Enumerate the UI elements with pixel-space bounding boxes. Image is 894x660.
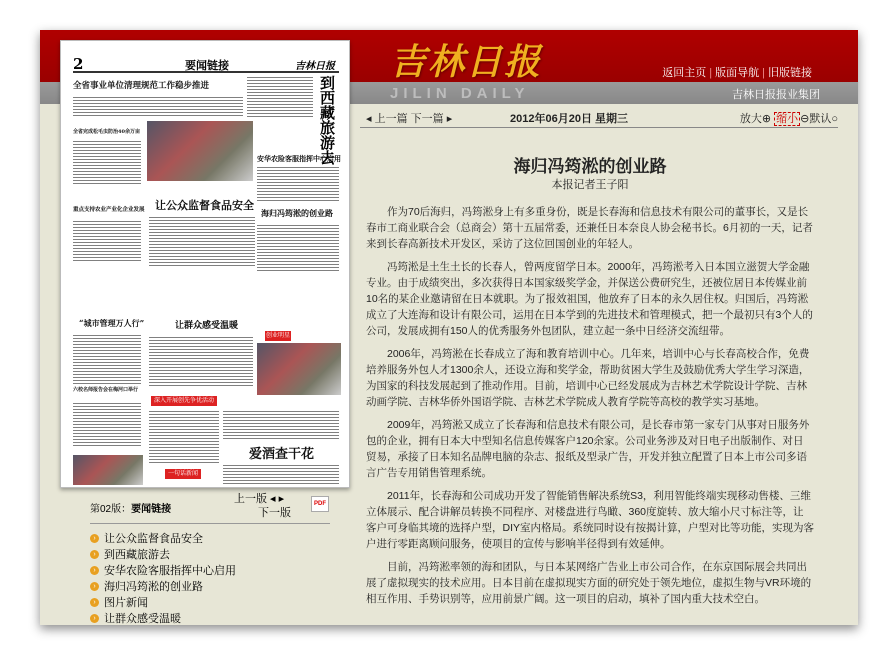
zoom-out-button[interactable] bbox=[774, 112, 809, 126]
english-title: JILIN DAILY bbox=[390, 85, 530, 102]
edition-label bbox=[90, 500, 171, 515]
old-version-link[interactable]: 旧版链接 bbox=[768, 67, 812, 79]
news-photo bbox=[147, 121, 253, 181]
paper-headline[interactable]: 到西藏旅游去 bbox=[318, 75, 336, 165]
paper-headline[interactable]: 全省完成松毛虫防治40余万亩 bbox=[73, 129, 140, 135]
list-item-label: 到西藏旅游去 bbox=[104, 549, 170, 561]
arrow-bullet-icon: › bbox=[90, 550, 99, 559]
text-block bbox=[73, 97, 243, 117]
text-block bbox=[257, 167, 339, 201]
news-photo bbox=[73, 455, 143, 485]
article-paragraph: 冯筠淞是土生土长的长春人，曾两度留学日本。2000年，冯筠淞考入日本国立滋贺大学金融专业。由于成绩突出，多次获得日本国家级奖学金，并保送公费研究生，还被位居日本传媒业前10名的某企业邀请留在日本就职。为了报效祖国，他放弃了日本的永久居住权。归国后，冯筠淞成立了大连海和设计有限公司，运用在日本学到的先进技术和管理模式，把一个最初只有3个人的公司，发展成拥有150人的优秀服务外包团队，建立起一条中日经济交流纽带。 bbox=[366, 261, 813, 337]
list-item[interactable] bbox=[90, 546, 330, 562]
red-banner: 深入开展创先争优活动 bbox=[151, 396, 217, 406]
arrow-bullet-icon: › bbox=[90, 566, 99, 575]
zoom-in-label: 放大 bbox=[739, 113, 762, 125]
paper-logo: 吉林日报 bbox=[295, 61, 335, 72]
article-paragraph: 作为70后海归，冯筠淞身上有多重身份，既是长春海和信息技术有限公司的董事长，又是长春市工商业联合会（总商会）第十五届常委，还兼任日本奈良人协会秘书长。6月初的一天，记者来到长春高新技术开发区，采访了这位回国创业的年轻人。 bbox=[366, 206, 813, 250]
paper-masthead bbox=[73, 55, 339, 73]
news-photo bbox=[257, 343, 341, 395]
next-article-link[interactable]: 下一篇 ▸ bbox=[410, 113, 453, 125]
text-block bbox=[73, 335, 141, 385]
zoom-out-label: 缩小 bbox=[776, 113, 799, 125]
group-name: 吉林日报报业集团 bbox=[732, 89, 820, 101]
plus-circle-icon: ⊕ bbox=[761, 113, 772, 125]
prev-page-link[interactable]: 上一版 ◂ ▸ bbox=[234, 493, 285, 505]
newspaper-page-thumbnail[interactable] bbox=[60, 40, 350, 488]
paper-headline[interactable]: 让群众感受温暖 bbox=[175, 321, 239, 331]
article-paragraph: 2011年，长春海和公司成功开发了智能销售解决系统S3，利用智能终端实现移动售楼、三维立体展示、配合讲解员转换不同程序、对楼盘进行鸟瞰、360度旋转、放大缩小尺寸标注等，让客户可身临其境的选择户型，DIY室内格局。系统同时设有按揭计算，户型对比等功能，实现为客户进行零距离顾问服务，使项目的宣传与影响半径得到有效延伸。 bbox=[366, 490, 815, 550]
list-item-label: 让公众监督食品安全 bbox=[104, 533, 203, 545]
red-banner: 一句话新闻 bbox=[165, 469, 201, 479]
arrow-bullet-icon: › bbox=[90, 582, 99, 591]
list-item-label: 安华农险客服指挥中心启用 bbox=[104, 565, 236, 577]
next-label: 下一篇 bbox=[410, 113, 444, 125]
paper-headline[interactable]: 安华农险客服指挥中心启用 bbox=[257, 154, 341, 163]
prev-label: 上一篇 bbox=[374, 113, 408, 125]
article-byline: 本报记者王子阳 bbox=[551, 179, 629, 191]
paper-section: 要闻链接 bbox=[185, 60, 229, 72]
text-block bbox=[223, 411, 339, 441]
red-banner: 创业明星 bbox=[265, 333, 290, 339]
page-nav bbox=[234, 492, 291, 520]
paper-headline[interactable]: 全省事业单位清理规范工作稳步推进 bbox=[73, 81, 210, 91]
top-links: 返回主页 | 版面导航 | 旧版链接 bbox=[662, 67, 812, 79]
text-block bbox=[149, 337, 253, 387]
text-block bbox=[257, 225, 339, 271]
article-paragraph: 2006年，冯筠淞在长春成立了海和教育培训中心。几年来，培训中心与长春高校合作，免费培养服务外包人才1300余人，还设立海和奖学金，帮助贫困大学生及鼓励优秀大学生学习深造，为国家的科技发展起到了推动作用。目前，培训中心已经发展成为吉林艺术学院设计学院、吉林动画学院、吉林华侨外国语学院、吉林艺术学院成人教育学院等高校的教学实习基地。 bbox=[366, 348, 810, 408]
article-title: 海归冯筠淞的创业路 bbox=[513, 157, 667, 176]
pdf-icon[interactable]: PDF bbox=[311, 496, 329, 512]
default-label: 默认 bbox=[809, 113, 832, 125]
minus-circle-icon: ⊖ bbox=[800, 113, 810, 125]
list-item[interactable] bbox=[90, 562, 330, 578]
article-paragraph: 目前，冯筠淞率领的海和团队，与日本某网络广告业上市公司合作，在东京国际展会共同出展了虚拟现实的技术应用。日本目前在虚拟现实方面的研究处于领先地位，虚拟生物与VR环境的相互作用、手势识别等，应用前景广阔。这一项目的启动，填补了国内重大技术空白。 bbox=[366, 561, 812, 605]
list-item[interactable] bbox=[90, 610, 330, 625]
site-logo[interactable]: 吉林日报 bbox=[390, 41, 543, 82]
list-item[interactable] bbox=[90, 530, 330, 546]
paper-headline[interactable]: 爱酒查干花 bbox=[249, 447, 315, 462]
text-block bbox=[73, 221, 141, 261]
paper-headline[interactable]: 六校名师报告会在梅河口举行 bbox=[73, 387, 139, 393]
text-block bbox=[73, 141, 141, 186]
paper-headline[interactable]: 重点支持农业产业化企业发展 bbox=[73, 207, 145, 213]
layout-nav-link[interactable]: 版面导航 bbox=[715, 67, 760, 79]
article-paragraph: 2009年，冯筠淞又成立了长春海和信息技术有限公司，是长春市第一家专门从事对日服务外包的企业，拥有日本大中型知名信息传媒客户120余家。公司业务涉及对日电子出版制作、对日贸易，承接了日本知名品牌电脑的杂志、报纸及型录广告，开发并独立配置了日本上市公司多语言广告专用销售管理系统。 bbox=[366, 419, 810, 479]
list-item-label: 图片新闻 bbox=[104, 597, 148, 609]
default-size-button[interactable] bbox=[809, 113, 838, 125]
article-list bbox=[90, 523, 330, 625]
text-block bbox=[73, 403, 141, 448]
edition-name: 要闻链接 bbox=[131, 504, 172, 515]
circle-icon: ○ bbox=[831, 113, 838, 125]
zoom-controls bbox=[740, 110, 838, 126]
list-item-label: 让群众感受温暖 bbox=[104, 613, 181, 625]
list-item-label: 海归冯筠淞的创业路 bbox=[104, 581, 203, 593]
home-link[interactable]: 返回主页 bbox=[662, 67, 707, 79]
prev-page-label: 上一版 bbox=[234, 493, 267, 505]
zoom-in-button[interactable] bbox=[740, 113, 771, 125]
prev-article-link[interactable]: ◂ 上一篇 bbox=[366, 113, 408, 125]
paper-headline[interactable]: 海归冯筠淞的创业路 bbox=[261, 208, 333, 218]
arrow-bullet-icon: › bbox=[90, 598, 99, 607]
page-frame bbox=[40, 30, 858, 625]
article bbox=[366, 156, 814, 614]
list-item[interactable] bbox=[90, 578, 330, 594]
issue-date: 2012年06月20日 星期三 bbox=[510, 113, 628, 125]
paper-page-number: 2 bbox=[73, 55, 84, 73]
paper-headline[interactable]: “城市管理万人行” bbox=[79, 318, 145, 328]
article-nav bbox=[360, 104, 838, 128]
arrow-bullet-icon: › bbox=[90, 614, 99, 623]
text-block bbox=[149, 217, 255, 267]
text-block bbox=[247, 77, 313, 117]
list-item[interactable] bbox=[90, 594, 330, 610]
text-block bbox=[149, 411, 219, 463]
paper-headline[interactable]: 让公众监督食品安全 bbox=[155, 199, 254, 212]
next-page-link[interactable]: 下一版 bbox=[258, 507, 291, 519]
arrow-bullet-icon: › bbox=[90, 534, 99, 543]
edition-number: 第02版： bbox=[90, 504, 132, 515]
text-block bbox=[223, 465, 339, 485]
